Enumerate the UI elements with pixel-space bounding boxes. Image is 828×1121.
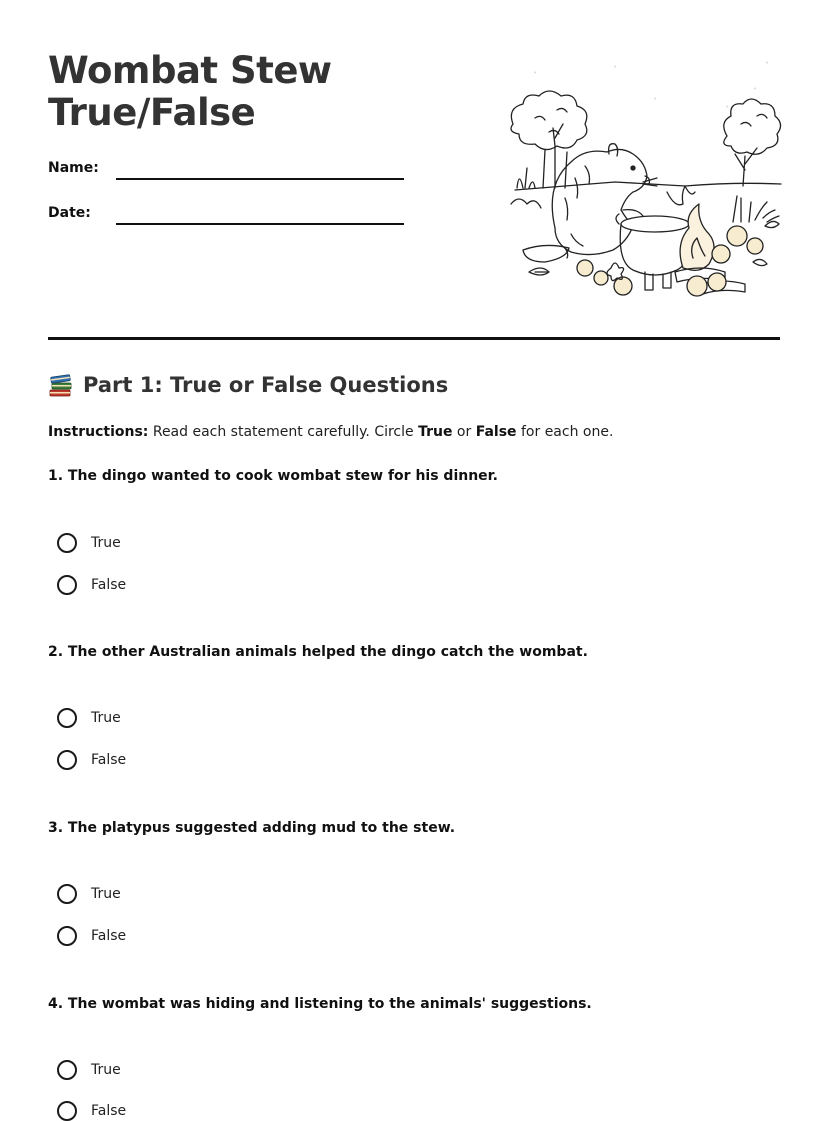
option-label: False — [91, 928, 127, 944]
section-divider — [48, 337, 780, 340]
name-field — [48, 158, 408, 182]
instructions — [48, 424, 613, 440]
instructions-label: Instructions: — [48, 424, 149, 440]
question-2-option-true[interactable] — [57, 708, 121, 728]
books-icon — [48, 372, 74, 398]
question-4-option-false[interactable] — [57, 1101, 126, 1121]
option-label: False — [91, 1103, 127, 1119]
title-line-1: Wombat Stew — [48, 49, 332, 92]
name-input-line[interactable] — [116, 178, 404, 180]
option-label: False — [91, 577, 127, 593]
instructions-text-after: for each one. — [516, 424, 614, 440]
date-label: Date: — [48, 205, 91, 221]
radio-circle-icon[interactable] — [57, 926, 77, 946]
question-3-option-true[interactable] — [57, 884, 121, 904]
question-2-option-false[interactable] — [57, 750, 126, 770]
instructions-or-word: or — [452, 424, 476, 440]
instructions-false-word: False — [475, 424, 517, 440]
option-label: False — [91, 752, 127, 768]
name-label: Name: — [48, 160, 99, 176]
question-3: 3. The platypus suggested adding mud to the stew. — [48, 820, 456, 836]
question-3-option-false[interactable] — [57, 926, 126, 946]
option-label: True — [91, 1062, 121, 1078]
radio-circle-icon[interactable] — [57, 533, 77, 553]
radio-circle-icon[interactable] — [57, 575, 77, 595]
question-1: 1. The dingo wanted to cook wombat stew for his dinner. — [48, 468, 498, 484]
radio-circle-icon[interactable] — [57, 884, 77, 904]
section-heading-text: Part 1: True or False Questions — [83, 373, 449, 397]
question-1-option-true[interactable] — [57, 533, 121, 553]
title-line-2: True/False — [48, 91, 256, 134]
wombat-campfire-illustration — [505, 58, 785, 306]
date-field — [48, 203, 408, 227]
question-2: 2. The other Australian animals helped the dingo catch the wombat. — [48, 644, 588, 660]
radio-circle-icon[interactable] — [57, 1101, 77, 1121]
date-input-line[interactable] — [116, 223, 404, 225]
radio-circle-icon[interactable] — [57, 1060, 77, 1080]
instructions-text-before: Read each statement carefully. Circle — [148, 424, 419, 440]
option-label: True — [91, 886, 121, 902]
instructions-true-word: True — [418, 424, 453, 440]
page-title — [48, 50, 332, 134]
radio-circle-icon[interactable] — [57, 708, 77, 728]
question-4: 4. The wombat was hiding and listening to the animals' suggestions. — [48, 996, 592, 1012]
question-1-option-false[interactable] — [57, 575, 126, 595]
radio-circle-icon[interactable] — [57, 750, 77, 770]
option-label: True — [91, 535, 121, 551]
question-4-option-true[interactable] — [57, 1060, 121, 1080]
option-label: True — [91, 710, 121, 726]
section-heading — [48, 372, 448, 398]
